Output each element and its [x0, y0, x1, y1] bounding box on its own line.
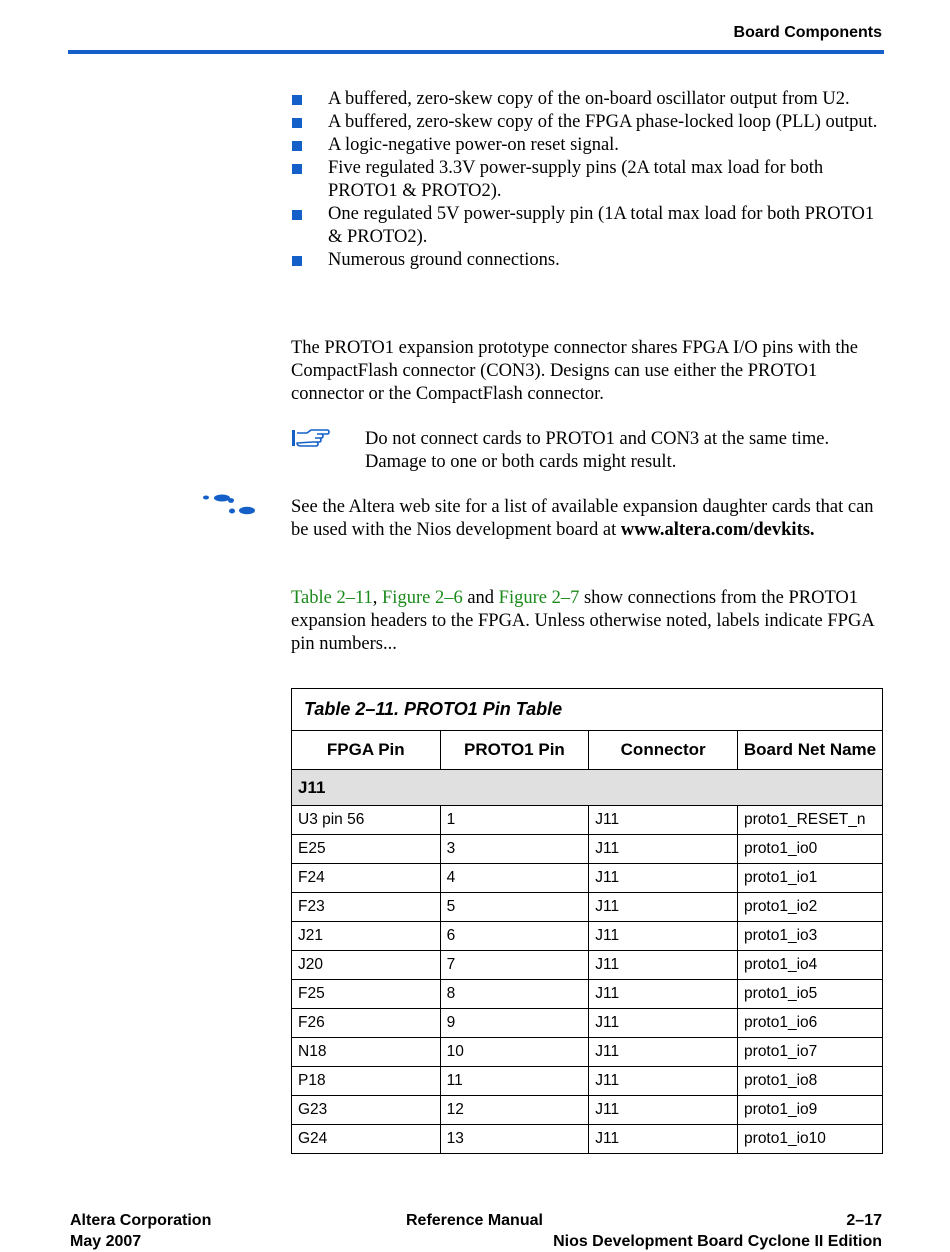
- footer-right: [553, 1210, 882, 1252]
- table-cell: 10: [440, 1038, 589, 1067]
- table-intro: [291, 587, 883, 656]
- table-cell: J11: [589, 806, 738, 835]
- running-header: Board Components: [733, 24, 882, 41]
- table-row: [292, 1096, 883, 1125]
- see-also-sentence: See the Altera web site for a list of available expansion daughter cards that can be used with the Nios development board at: [291, 497, 874, 540]
- table-cell: proto1_io5: [738, 980, 883, 1009]
- table-cell: F24: [292, 864, 441, 893]
- table-cell: proto1_io1: [738, 864, 883, 893]
- proto1-description: The PROTO1 expansion prototype connector shares FPGA I/O pins with the CompactFlash connector (CON3). Designs can use either the PROTO1 connector or the CompactFlash connector.: [291, 338, 858, 404]
- table-cell: J11: [589, 1096, 738, 1125]
- column-header: PROTO1 Pin: [440, 731, 589, 770]
- table-cell: J11: [589, 864, 738, 893]
- table-cell: N18: [292, 1038, 441, 1067]
- table-cell: 12: [440, 1096, 589, 1125]
- table-cell: J11: [589, 1125, 738, 1154]
- page-number: 2–17: [846, 1212, 882, 1229]
- table-cell: 9: [440, 1009, 589, 1038]
- table-cell: proto1_RESET_n: [738, 806, 883, 835]
- bullet-square-icon: [292, 141, 302, 151]
- table-cell: proto1_io9: [738, 1096, 883, 1125]
- see-also-text: [291, 496, 883, 542]
- table-cell: J11: [589, 835, 738, 864]
- table-cell: J11: [589, 1038, 738, 1067]
- table-cell: J11: [589, 980, 738, 1009]
- list-item-text: A logic-negative power-on reset signal.: [328, 135, 619, 155]
- table-cell: J21: [292, 922, 441, 951]
- table-cell: proto1_io0: [738, 835, 883, 864]
- table-cell: F26: [292, 1009, 441, 1038]
- table-cell: proto1_io2: [738, 893, 883, 922]
- column-header: Connector: [589, 731, 738, 770]
- table-cell: J11: [589, 1009, 738, 1038]
- table-cell: proto1_io8: [738, 1067, 883, 1096]
- table-2-11-link[interactable]: Table 2–11: [291, 588, 373, 608]
- list-item-text: One regulated 5V power-supply pin (1A total max load for both PROTO1 & PROTO2).: [328, 204, 875, 247]
- table-cell: proto1_io10: [738, 1125, 883, 1154]
- devkits-url: www.altera.com/devkits.: [620, 520, 815, 540]
- proto1-pin-table: [291, 688, 883, 1154]
- table-cell: G23: [292, 1096, 441, 1125]
- table-cell: 8: [440, 980, 589, 1009]
- table-cell: F25: [292, 980, 441, 1009]
- list-item: [291, 249, 883, 272]
- list-item-text: A buffered, zero-skew copy of the FPGA phase-locked loop (PLL) output.: [328, 112, 878, 132]
- pointing-hand-icon: [291, 428, 331, 450]
- table-row: [292, 1125, 883, 1154]
- bullet-square-icon: [292, 164, 302, 174]
- table-cell: F23: [292, 893, 441, 922]
- separator-text: ,: [372, 588, 383, 608]
- table-cell: proto1_io3: [738, 922, 883, 951]
- table-caption: Table 2–11. PROTO1 Pin Table: [292, 689, 883, 731]
- list-item: [291, 88, 883, 111]
- table-cell: 5: [440, 893, 589, 922]
- footer-manual-title: Reference Manual: [406, 1212, 543, 1229]
- table-cell: J11: [589, 893, 738, 922]
- table-intro-rest: show connections from the PROTO1 expansion headers to the FPGA. Unless otherwise noted, labels indicate FPGA pin numbers...: [291, 588, 874, 654]
- figure-2-6-link[interactable]: Figure 2–6: [382, 588, 463, 608]
- table-cell: proto1_io7: [738, 1038, 883, 1067]
- column-header: FPGA Pin: [292, 731, 441, 770]
- group-label: J11: [292, 770, 883, 806]
- list-item-text: A buffered, zero-skew copy of the on-board oscillator output from U2.: [328, 89, 850, 109]
- list-item: [291, 111, 883, 134]
- footprints-icon: [201, 494, 257, 516]
- table-cell: P18: [292, 1067, 441, 1096]
- table-row: [292, 980, 883, 1009]
- list-item-text: Five regulated 3.3V power-supply pins (2A total max load for both PROTO1 & PROTO2).: [328, 158, 824, 201]
- table-row: [292, 1038, 883, 1067]
- figure-2-7-link[interactable]: Figure 2–7: [498, 588, 580, 608]
- bullet-square-icon: [292, 256, 302, 266]
- header-rule: [68, 50, 884, 54]
- table-row: [292, 1009, 883, 1038]
- table-cell: 1: [440, 806, 589, 835]
- footer-edition: Nios Development Board Cyclone II Edition: [553, 1233, 882, 1250]
- bullet-square-icon: [292, 95, 302, 105]
- and-text: and: [462, 588, 499, 608]
- table-cell: 7: [440, 951, 589, 980]
- bullet-square-icon: [292, 118, 302, 128]
- table-cell: 13: [440, 1125, 589, 1154]
- column-header: Board Net Name: [738, 731, 883, 770]
- note-text: Do not connect cards to PROTO1 and CON3 at the same time. Damage to one or both cards might result.: [365, 429, 830, 472]
- table-cell: J11: [589, 951, 738, 980]
- table-cell: G24: [292, 1125, 441, 1154]
- table-cell: proto1_io4: [738, 951, 883, 980]
- table-group-row: [292, 770, 883, 806]
- table-row: [292, 951, 883, 980]
- list-item-text: Numerous ground connections.: [328, 250, 560, 270]
- table-row: [292, 922, 883, 951]
- table-row: [292, 1067, 883, 1096]
- bullet-square-icon: [292, 210, 302, 220]
- table-row: [292, 893, 883, 922]
- table-row: [292, 835, 883, 864]
- table-cell: J20: [292, 951, 441, 980]
- table-row: [292, 806, 883, 835]
- table-row: [292, 864, 883, 893]
- list-item: [291, 203, 883, 249]
- table-cell: 3: [440, 835, 589, 864]
- table-cell: 4: [440, 864, 589, 893]
- table-cell: J11: [589, 922, 738, 951]
- table-cell: proto1_io6: [738, 1009, 883, 1038]
- feature-list: [291, 88, 883, 272]
- footer-left: [70, 1210, 211, 1252]
- table-header-row: [292, 731, 883, 770]
- footer-company: Altera Corporation: [70, 1212, 212, 1229]
- footer-date: May 2007: [70, 1233, 142, 1250]
- table-cell: E25: [292, 835, 441, 864]
- table-cell: U3 pin 56: [292, 806, 441, 835]
- table-cell: 6: [440, 922, 589, 951]
- list-item: [291, 134, 883, 157]
- list-item: [291, 157, 883, 203]
- table-cell: J11: [589, 1067, 738, 1096]
- table-cell: 11: [440, 1067, 589, 1096]
